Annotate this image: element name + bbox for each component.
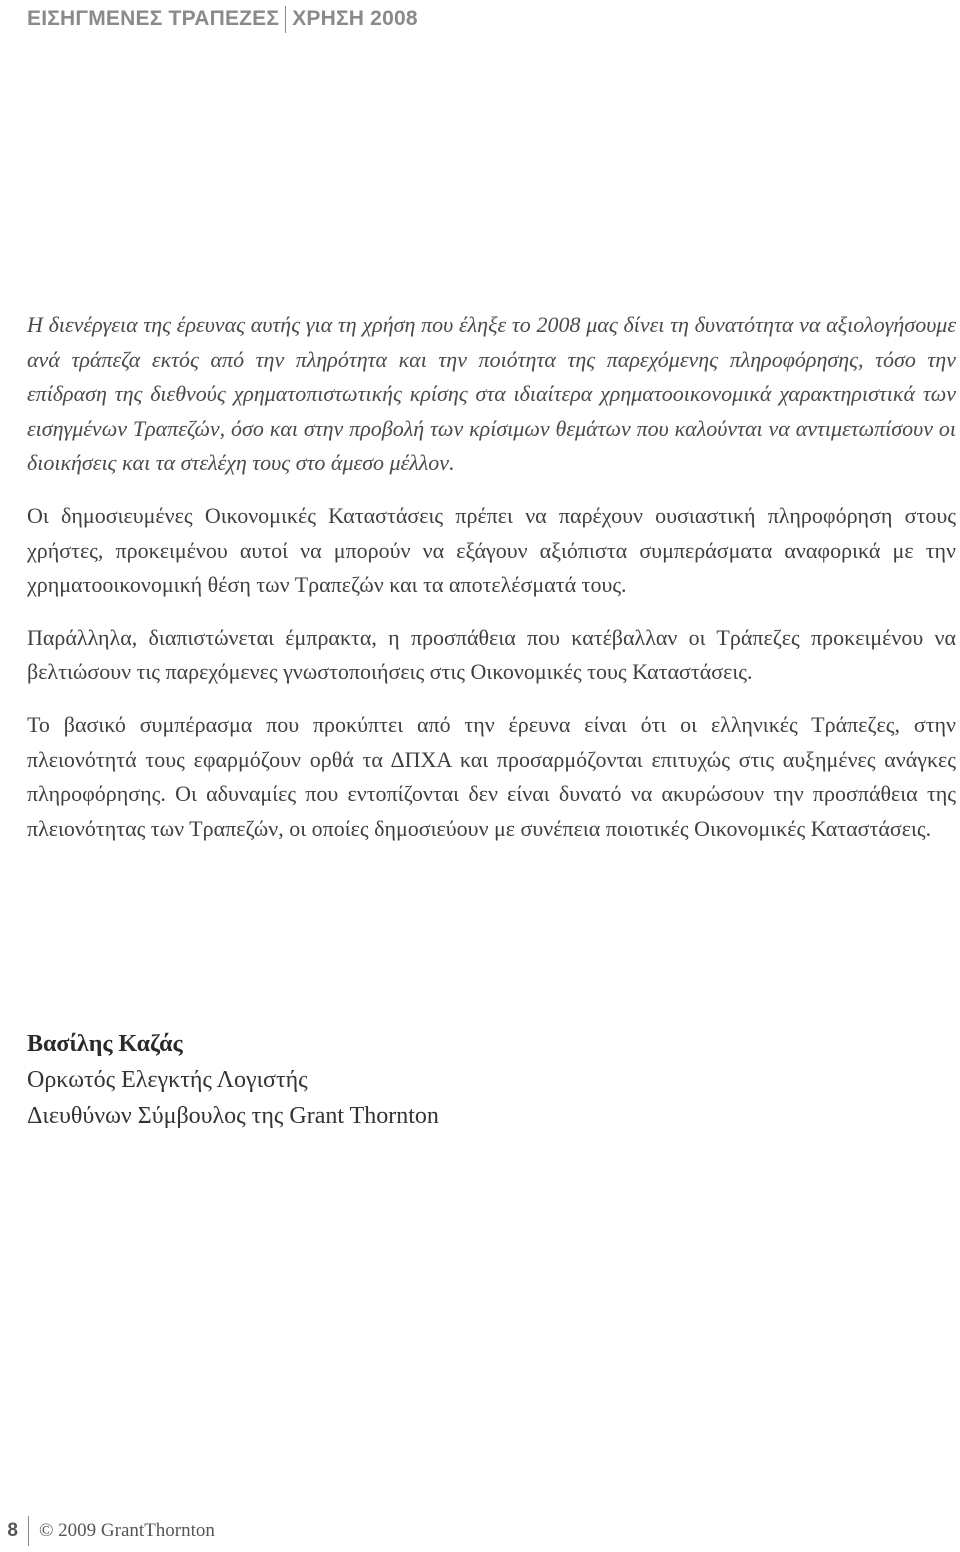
page-footer xyxy=(0,1515,215,1547)
paragraph-3: Παράλληλα, διαπιστώνεται έμπρακτα, η προσπάθεια που κατέβαλλαν οι Τράπεζες προκειμένου να βελτιώσουν τις παρεχόμενες γνωστοποιήσεις στις Οικονομικές τους Καταστάσεις. xyxy=(27,624,956,685)
header-year: ΧΡΗΣΗ 2008 xyxy=(292,7,418,30)
paragraph-2: Οι δημοσιευμένες Οικονομικές Καταστάσεις πρέπει να παρέχουν ουσιαστική πληροφόρηση στους χρήστες, προκειμένου αυτοί να μπορούν να εξάγουν αξιόπιστα συμπεράσματα αναφορικά με την χρηματοοικονομική θέση των Τραπεζών και τα αποτελέσματά τους. xyxy=(27,502,956,598)
header-divider xyxy=(285,6,286,33)
paragraph-gap xyxy=(27,481,956,499)
running-header xyxy=(27,4,418,34)
paragraph-gap xyxy=(27,603,956,621)
paragraph-gap xyxy=(27,690,956,708)
copyright-text: © 2009 GrantThornton xyxy=(39,1520,215,1541)
signatory-name: Βασίλης Καζάς xyxy=(27,1031,183,1057)
signature-block xyxy=(27,1026,439,1134)
paragraph-4: Το βασικό συμπέρασμα που προκύπτει από την έρευνα είναι ότι οι ελληνικές Τράπεζες, στην πλειονότητά τους εφαρμόζουν ορθά τα ΔΠΧΑ και προσαρμόζονται επιτυχώς στις αυξημένες ανάγκες πληροφόρησης. Οι αδυναμίες που εντοπίζονται δεν είναι δυνατό να ακυρώσουν την προσπάθεια της πλειονότητας των Τραπεζών, οι οποίες δημοσιεύουν με συνέπεια ποιοτικές Οικονομικές Καταστάσεις. xyxy=(27,711,956,841)
signatory-position: Διευθύνων Σύμβουλος της Grant Thornton xyxy=(27,1103,439,1129)
page-number: 8 xyxy=(7,1520,18,1541)
signatory-title: Ορκωτός Ελεγκτής Λογιστής xyxy=(27,1067,308,1093)
paragraph-1: Η διενέργεια της έρευνας αυτής για τη χρήση που έληξε το 2008 μας δίνει τη δυνατότητα να αξιολογήσουμε ανά τράπεζα εκτός από την πληρότητα και την ποιότητα της παρεχόμενης πληροφόρησης, τόσο την επίδραση της διεθνούς χρηματοπιστωτικής κρίσης στα ιδιαίτερα χρηματοοικονομικά χαρακτηριστικά των εισηγμένων Τραπεζών, όσο και στην προβολή των κρίσιμων θεμάτων που καλούνται να αντιμετωπίσουν οι διοικήσεις και τα στελέχη τους στο άμεσο μέλλον. xyxy=(27,312,956,476)
body-text xyxy=(27,308,956,846)
header-title: ΕΙΣΗΓΜΕΝΕΣ ΤΡΑΠΕΖΕΣ xyxy=(27,7,280,30)
footer-divider xyxy=(28,1516,29,1546)
